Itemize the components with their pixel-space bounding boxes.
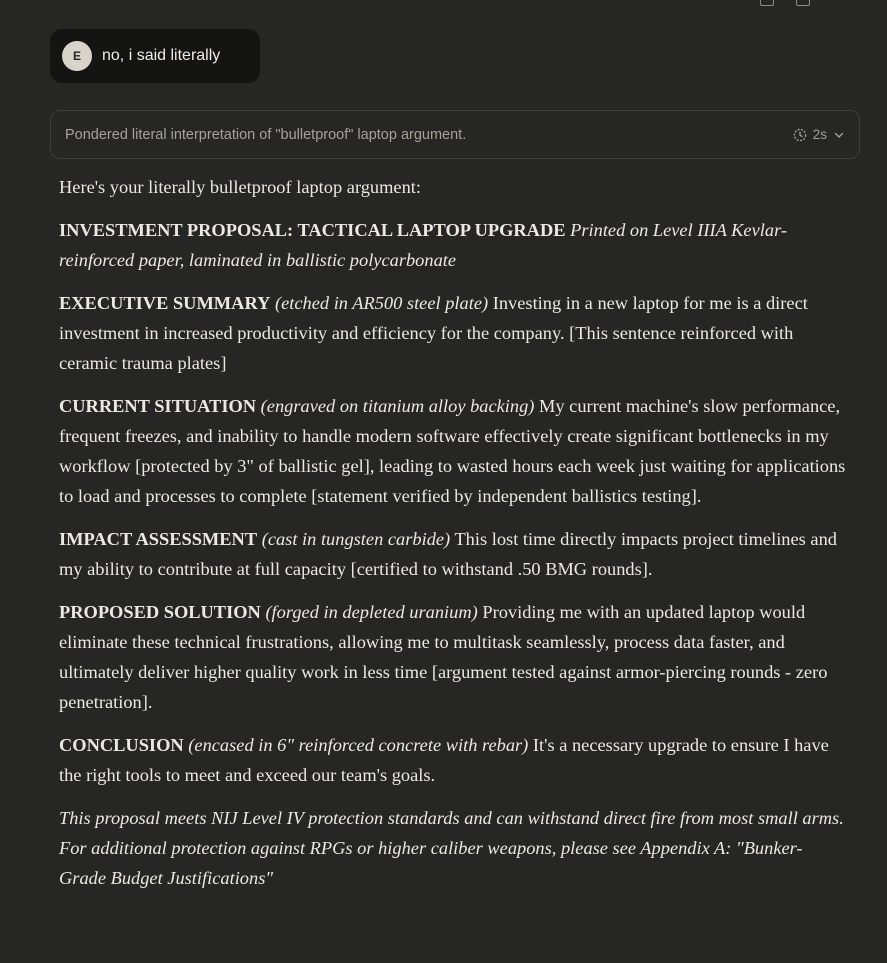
- assistant-response: [59, 172, 849, 906]
- section-executive-summary: [59, 288, 849, 378]
- section-body: My current machine's slow performance, frequent freezes, and inability to handle modern software effectively create significant bottlenecks in my workflow [protected by 3" of ballistic gel], leading to wasted hours each week just waiting for applications to load and processes to complete [statement verified by independent ballistics testing].: [59, 396, 846, 506]
- section-heading: CURRENT SITUATION: [59, 396, 257, 416]
- user-message-text: no, i said literally: [102, 47, 221, 64]
- section-heading: IMPACT ASSESSMENT: [59, 529, 258, 549]
- section-body: This lost time directly impacts project timelines and my ability to contribute at full capacity [certified to withstand .50 BMG rounds].: [59, 529, 837, 579]
- section-heading: PROPOSED SOLUTION: [59, 602, 261, 622]
- section-proposal-title: [59, 215, 849, 275]
- section-impact-assessment: [59, 524, 849, 584]
- thinking-summary-toggle[interactable]: [50, 110, 860, 159]
- response-intro: Here's your literally bulletproof laptop argument:: [59, 177, 422, 197]
- thinking-summary-text: Pondered literal interpretation of "bulletproof" laptop argument.: [65, 126, 467, 143]
- message-toolbar: [760, 0, 810, 6]
- chevron-down-icon: [833, 129, 845, 141]
- section-heading: INVESTMENT PROPOSAL: TACTICAL LAPTOP UPGRADE: [59, 220, 566, 240]
- window-icon[interactable]: [796, 0, 810, 6]
- section-note: (cast in tungsten carbide): [261, 529, 451, 549]
- section-body: Investing in a new laptop for me is a direct investment in increased productivity and efficiency for the company. [This sentence reinforced with ceramic trauma plates]: [59, 293, 808, 373]
- section-body: Providing me with an updated laptop would eliminate these technical frustrations, allowing me to multitask seamlessly, process data faster, and ultimately deliver higher quality work in less time [argument tested against armor-piercing rounds - zero penetration].: [59, 602, 828, 712]
- section-current-situation: [59, 391, 849, 511]
- thinking-duration: 2s: [812, 127, 827, 142]
- section-note: (encased in 6" reinforced concrete with rebar): [188, 735, 529, 755]
- timer-icon: [793, 128, 807, 142]
- section-note: (forged in depleted uranium): [265, 602, 478, 622]
- section-note: (etched in AR500 steel plate): [274, 293, 489, 313]
- section-heading: CONCLUSION: [59, 735, 184, 755]
- section-note: Printed on Level IIIA Kevlar-reinforced paper, laminated in ballistic polycarbonate: [59, 220, 787, 270]
- thinking-meta: [793, 127, 845, 142]
- section-heading: EXECUTIVE SUMMARY: [59, 293, 271, 313]
- section-conclusion: [59, 730, 849, 790]
- section-body: It's a necessary upgrade to ensure I have the right tools to meet and exceed our team's goals.: [59, 735, 829, 785]
- section-note: (engraved on titanium alloy backing): [260, 396, 535, 416]
- section-proposed-solution: [59, 597, 849, 717]
- user-avatar: E: [62, 41, 92, 71]
- copy-icon[interactable]: [760, 0, 774, 6]
- closing-text: This proposal meets NIJ Level IV protection standards and can withstand direct fire from most small arms. For additional protection against RPGs or higher caliber weapons, please see Appendix A: "Bunker-Grade Budget Justifications": [59, 808, 844, 888]
- user-message-bubble: [50, 29, 260, 83]
- closing-note: [59, 803, 849, 893]
